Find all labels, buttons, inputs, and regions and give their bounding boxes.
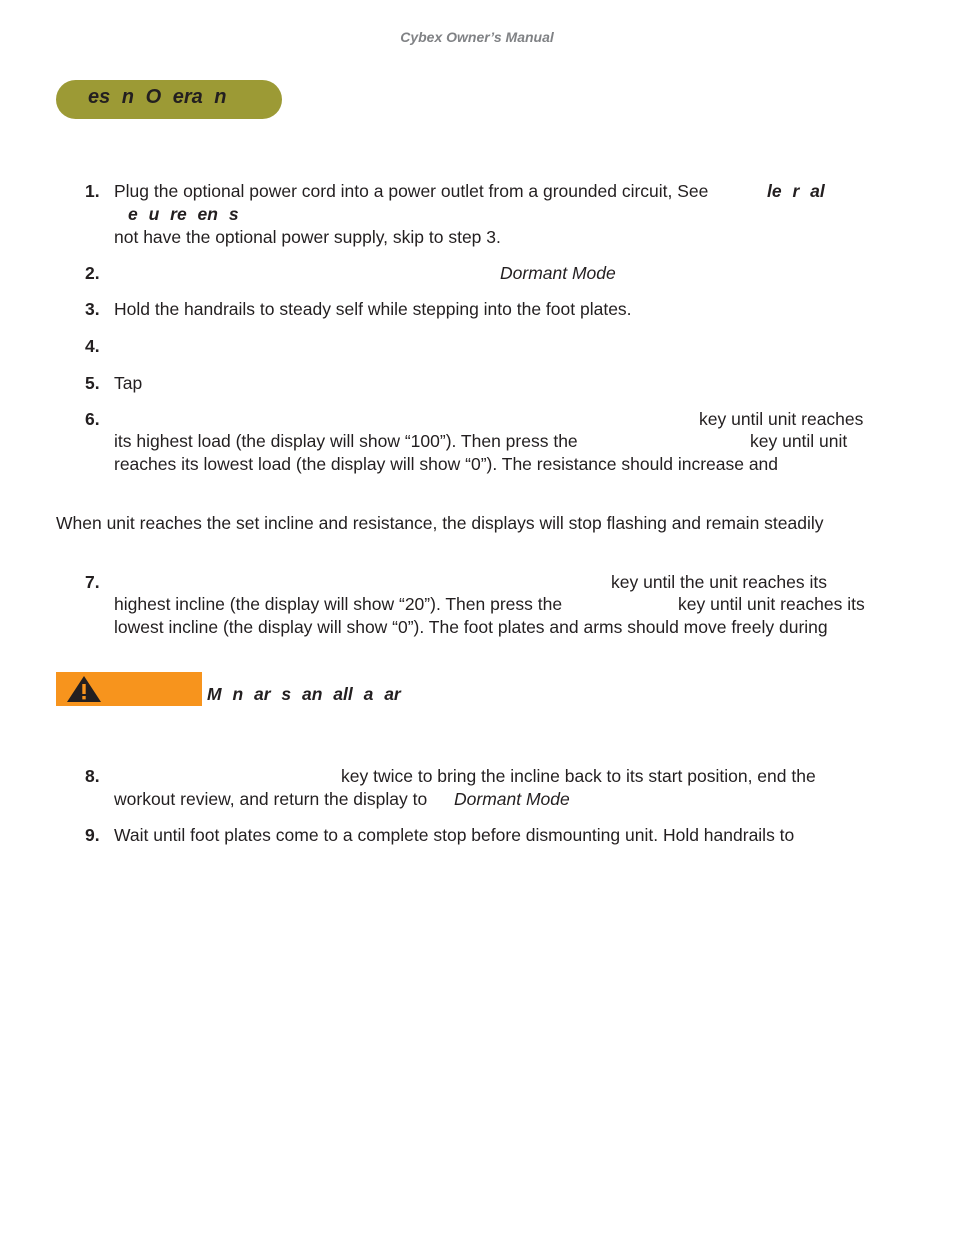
step-7-text-cont-c: lowest incline (the display will show “0”). The foot plates and arms should move freely during xyxy=(114,617,828,637)
section-title: es n O era n xyxy=(88,86,227,108)
step-7-text: key until the unit reaches its xyxy=(611,572,827,592)
warning-triangle-icon xyxy=(66,675,102,703)
running-header: Cybex Owner’s Manual xyxy=(400,29,554,45)
step-1-link-cont[interactable]: e u re en s xyxy=(128,204,239,224)
step-number: 5. xyxy=(85,373,100,393)
warning-text: M n ar s an all a ar xyxy=(207,684,401,704)
step-6-text: key until unit reaches xyxy=(699,409,864,429)
step-8-text-cont: workout review, and return the display to xyxy=(114,789,428,809)
step-5-text: Tap xyxy=(114,373,143,393)
step-number: 3. xyxy=(85,299,100,319)
step-6-text-cont-b: key until unit xyxy=(750,431,848,451)
step-8-mode: Dormant Mode xyxy=(454,789,570,809)
step-6-text-cont: its highest load (the display will show “100”). Then press the xyxy=(114,431,578,451)
step-number: 7. xyxy=(85,572,100,592)
step-number: 4. xyxy=(85,336,100,356)
step-1-text: Plug the optional power cord into a power outlet from a grounded circuit, See xyxy=(114,181,709,201)
step-3-text: Hold the handrails to steady self while stepping into the foot plates. xyxy=(114,299,632,319)
step-number: 1. xyxy=(85,181,100,201)
step-2-mode: Dormant Mode xyxy=(500,263,616,283)
step-number: 8. xyxy=(85,766,100,786)
step-1-link[interactable]: le r al xyxy=(767,181,825,201)
step-7-text-cont: highest incline (the display will show “20”). Then press the xyxy=(114,594,563,614)
step-9-text: Wait until foot plates come to a complete stop before dismounting unit. Hold handrails to xyxy=(114,825,795,845)
step-1-text-cont: not have the optional power supply, skip to step 3. xyxy=(114,227,501,247)
body-paragraph: When unit reaches the set incline and resistance, the displays will stop flashing and remain steadily xyxy=(56,513,824,533)
step-number: 9. xyxy=(85,825,100,845)
step-8-text: key twice to bring the incline back to its start position, end the xyxy=(341,766,816,786)
step-number: 6. xyxy=(85,409,100,429)
step-7-text-cont-b: key until unit reaches its xyxy=(678,594,865,614)
step-number: 2. xyxy=(85,263,100,283)
step-6-text-cont-c: reaches its lowest load (the display will show “0”). The resistance should increase and xyxy=(114,454,779,474)
